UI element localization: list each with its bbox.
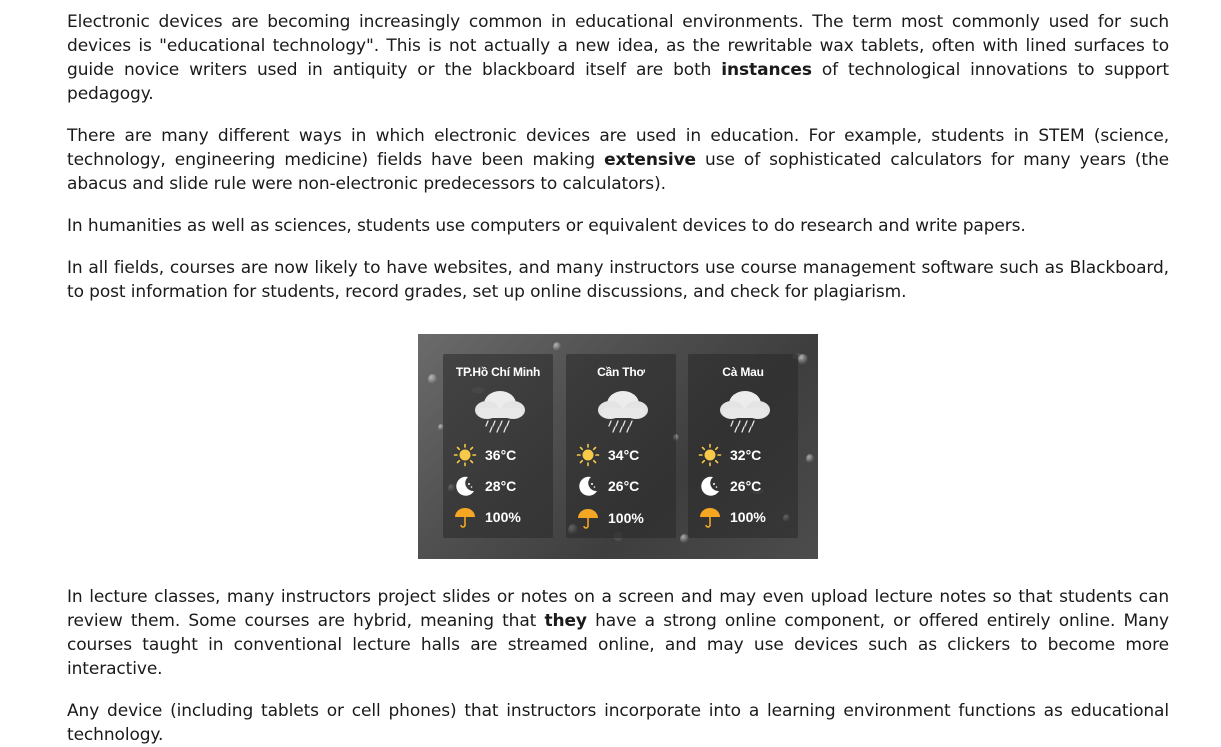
- low-temp-row: [698, 473, 793, 499]
- paragraph-text: In lecture classes, many instructors project slides or notes on a screen and may even upload lecture notes so that students can review them. Some courses are hybrid, meaning that: [67, 587, 1169, 631]
- moon-icon: [453, 474, 477, 498]
- rain-chance-row: [576, 505, 671, 531]
- weather-widget-image: [418, 334, 818, 559]
- high-temp-row: [698, 442, 793, 468]
- paragraph-humanities: In humanities as well as sciences, students use computers or equivalent devices to do research and write papers.: [67, 216, 1026, 236]
- rain-chance-row: [453, 504, 548, 530]
- paragraph-text: There are many different ways in which electronic devices are used in education. For example, students in STEM (science, technology, engineering medicine) fields have been making: [67, 126, 1169, 170]
- paragraph-websites: In all fields, courses are now likely to have websites, and many instructors use course management software such as Blackboard, to post information for students, record grades, set up online discussions, and check for plagiarism.: [67, 258, 1169, 302]
- low-temp: 26°C: [608, 478, 640, 494]
- high-temp-row: [453, 442, 548, 468]
- rain-chance: 100%: [730, 509, 766, 525]
- paragraph-text: Electronic devices are becoming increasingly common in educational environments. The term most commonly used for such devices is "educational technology". This is not actually a new idea, as the rewritable wax tablets, often with lined surfaces to guide novice writers used in antiquity or the blackboard itself are both: [67, 12, 1169, 80]
- rain-chance-row: [698, 504, 793, 530]
- rain-chance: 100%: [608, 510, 644, 526]
- umbrella-icon: [698, 505, 722, 529]
- emphasis-instances: instances: [721, 60, 812, 80]
- paragraph-text: of technological innovations to support pedagogy.: [67, 60, 1170, 104]
- low-temp-row: [453, 473, 548, 499]
- paragraph-conclusion: Any device (including tablets or cell phones) that instructors incorporate into a learning environment functions as educational technology.: [67, 701, 1169, 745]
- rain-cloud-icon: [593, 384, 653, 434]
- emphasis-extensive: extensive: [604, 150, 696, 170]
- paragraph-uses: [67, 124, 1169, 196]
- weather-card: [566, 354, 676, 538]
- rain-cloud-icon: [470, 384, 530, 434]
- weather-card: [443, 354, 553, 538]
- low-temp-row: [576, 473, 671, 499]
- high-temp: 32°C: [730, 447, 762, 463]
- sun-icon: [453, 443, 477, 467]
- emphasis-they: they: [544, 611, 587, 631]
- city-name: Cần Thơ: [597, 365, 645, 379]
- umbrella-icon: [576, 506, 600, 530]
- city-name: TP.Hồ Chí Minh: [455, 365, 541, 379]
- weather-card: [688, 354, 798, 538]
- paragraph-intro: [67, 10, 1169, 106]
- moon-icon: [576, 474, 600, 498]
- umbrella-icon: [453, 505, 477, 529]
- rain-cloud-icon: [715, 384, 775, 434]
- article: [67, 10, 1169, 747]
- high-temp: 34°C: [608, 447, 640, 463]
- high-temp: 36°C: [485, 447, 517, 463]
- sun-icon: [698, 443, 722, 467]
- sun-icon: [576, 443, 600, 467]
- low-temp: 26°C: [730, 478, 762, 494]
- city-name: Cà Mau: [722, 365, 764, 379]
- high-temp-row: [576, 442, 671, 468]
- low-temp: 28°C: [485, 478, 517, 494]
- moon-icon: [698, 474, 722, 498]
- paragraph-text: have a strong online component, or offered entirely online. Many courses taught in conventional lecture halls are streamed online, and may use devices such as clickers to become more interactive.: [67, 611, 1169, 679]
- figure-container: [67, 334, 1169, 559]
- paragraph-text: use of sophisticated calculators for many years (the abacus and slide rule were non-electronic predecessors to calculators).: [67, 150, 1170, 194]
- rain-chance: 100%: [485, 509, 521, 525]
- paragraph-lecture: [67, 585, 1169, 681]
